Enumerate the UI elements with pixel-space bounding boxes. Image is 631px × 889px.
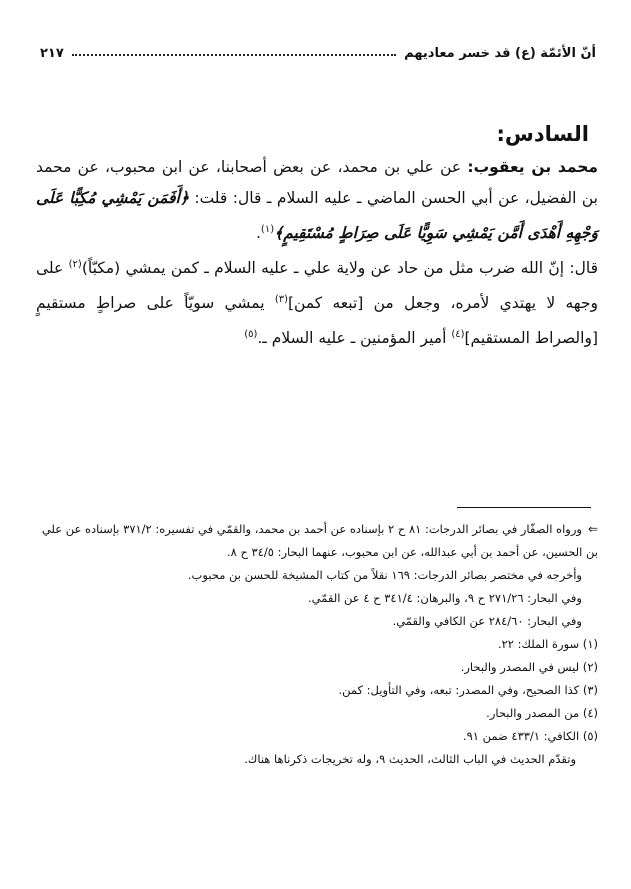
continuation-arrow-icon: ⇐ bbox=[587, 522, 598, 536]
footnote-note-1 bbox=[36, 518, 598, 564]
footnotes bbox=[36, 518, 598, 771]
footnote-1: (١) سورة الملك: ٢٢. bbox=[497, 637, 598, 651]
footnote-2: (٢) ليس في المصدر والبحار. bbox=[460, 660, 598, 674]
page-number: ٢١٧ bbox=[40, 45, 64, 61]
footnote-ref-4: (٤) bbox=[451, 329, 465, 341]
hadith-part-2: على وجهه لا يهتدي لأمره، وجعل من [تبعه كمن] bbox=[36, 259, 599, 313]
hadith-part-3: يمشي سويّاً على صراطٍ مستقيمٍ [والصراط المستقيم] bbox=[36, 294, 598, 348]
isnad-text: عن علي بن محمد، عن بعض أصحابنا، عن ابن محبوب، عن محمد بن الفضيل، عن أبي الحسن الماضي ـ عليه السلام ـ bbox=[36, 158, 598, 207]
footnote-note-4: وفي البحار: ٢٨٤/٦٠ عن الكافي والقمّي. bbox=[392, 614, 582, 628]
running-title: أنّ الأئمّة (ع) قد خسر معاديهم bbox=[404, 45, 596, 61]
footnote-ref-2: (٢) bbox=[68, 259, 82, 271]
hadith-part-1: قال: إنّ الله ضرب مثل من حاد عن ولاية علي ـ عليه السلام ـ كمن يمشي (مكبّاً) bbox=[81, 259, 598, 278]
footnote-3: (٣) كذا الصحيح، وفي المصدر: تبعه، وفي التأويل: كمن. bbox=[338, 683, 598, 697]
footnote-note-3: وفي البحار: ٢٧١/٢٦ ح ٩، والبرهان: ٣٤١/٤ ح ٤ عن القمّي. bbox=[307, 591, 582, 605]
footnote-ref-3: (٣) bbox=[274, 294, 288, 306]
section-heading: السادس: bbox=[496, 122, 589, 146]
footnote-note-1-text: ورواه الصفّار في بصائر الدرجات: ٨١ ح ٢ بإسناده عن أحمد بن محمد، والقمّي في تفسيره: ٣٧١/٢ بإسناده عن علي بن الحسين، عن أحمد بن أبي عبدالله، عن ابن محبوب، عنهما البحار: ٣٤/٥ ح ٨. bbox=[41, 522, 598, 559]
footnote-ref-1: (١) bbox=[260, 224, 275, 235]
quran-verse: ﴿أَفَمَن يَمْشِي مُكِبًّا عَلَى وَجْهِهِ أَهْدَى أَمَّن يَمْشِي سَوِيًّا عَلَى صِرَاطٍ مُسْتَقِيمٍ﴾ bbox=[36, 189, 598, 243]
sentence-end: . bbox=[255, 224, 261, 243]
leader-dots bbox=[72, 54, 396, 56]
hadith-text-paragraph bbox=[36, 249, 598, 354]
footnote-5: (٥) الكافي: ٤٣٣/١ ضمن ٩١. bbox=[462, 729, 598, 743]
hadith-chain-paragraph bbox=[36, 152, 598, 249]
footnote-5-cont: وتقدّم الحديث في الباب الثالث، الحديث ٩، وله تخريجات ذكرناها هناك. bbox=[244, 752, 576, 766]
page-header bbox=[40, 42, 596, 64]
hadith-part-4: أمير المؤمنين ـ عليه السلام ـ. bbox=[257, 329, 452, 348]
footnote-ref-5: (٥) bbox=[244, 329, 258, 341]
narrator-name: محمد بن يعقوب: bbox=[467, 158, 598, 176]
footnote-note-2: وأخرجه في مختصر بصائر الدرجات: ١٦٩ نقلاً من كتاب المشيخة للحسن بن محبوب. bbox=[187, 568, 582, 582]
footnote-4: (٤) من المصدر والبحار. bbox=[486, 706, 598, 720]
footnote-separator bbox=[457, 507, 591, 508]
main-text bbox=[36, 152, 598, 355]
qal-text: قال: قلت: bbox=[188, 189, 267, 207]
